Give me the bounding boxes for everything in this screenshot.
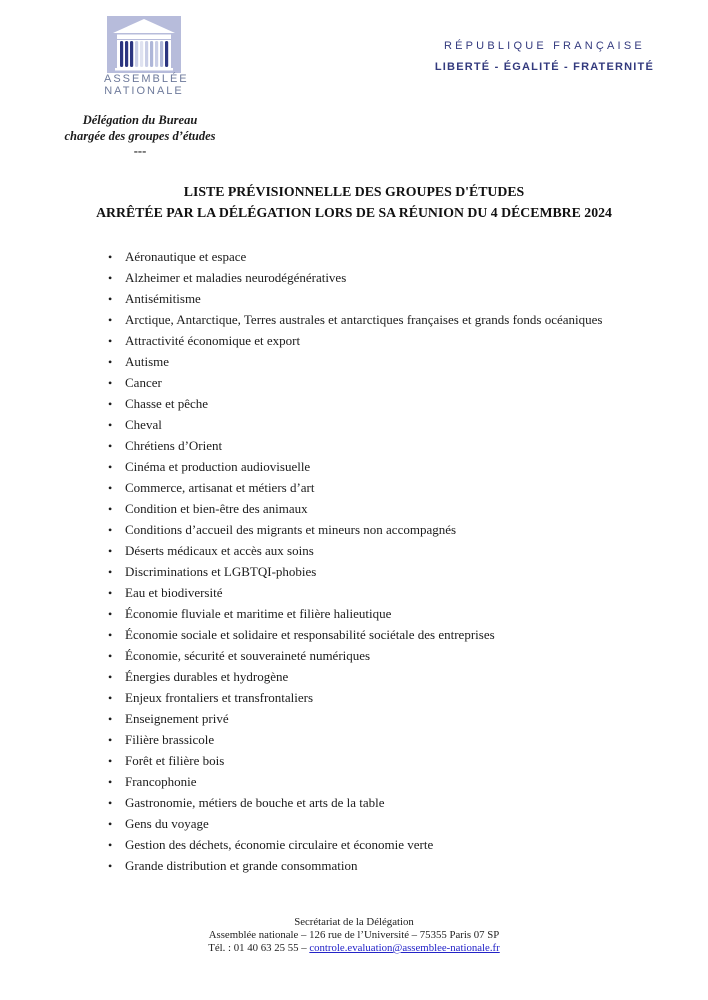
group-name: Économie fluviale et maritime et filière halieutique xyxy=(125,605,392,621)
delegation-line2: chargée des groupes d’études xyxy=(64,128,216,143)
group-name: Énergies durables et hydrogène xyxy=(125,668,289,684)
list-item xyxy=(108,585,610,602)
logo-text-nationale: NATIONALE xyxy=(104,85,184,97)
footer xyxy=(0,916,708,955)
list-item xyxy=(108,480,610,497)
document-title xyxy=(60,181,648,223)
list-item xyxy=(108,795,610,812)
bullet-icon: • xyxy=(108,501,113,516)
list-item xyxy=(108,711,610,728)
bullet-icon: • xyxy=(108,585,113,600)
list-item xyxy=(108,438,610,455)
group-name: Économie, sécurité et souveraineté numériques xyxy=(125,647,371,663)
group-name: Discriminations et LGBTQI-phobies xyxy=(125,563,317,579)
group-name: Autisme xyxy=(125,353,170,369)
email-link[interactable]: controle.evaluation@assemblee-nationale.fr xyxy=(309,942,500,954)
list-item xyxy=(108,627,610,644)
group-name: Gestion des déchets, économie circulaire et économie verte xyxy=(125,836,434,852)
bullet-icon: • xyxy=(108,375,113,390)
footer-line2: Assemblée nationale – 126 rue de l’Université – 75355 Paris 07 SP xyxy=(208,929,500,941)
list-item xyxy=(108,522,610,539)
list-item xyxy=(108,417,610,434)
list-item xyxy=(108,459,610,476)
bullet-icon: • xyxy=(108,648,113,663)
bullet-icon: • xyxy=(108,333,113,348)
group-name: Filière brassicole xyxy=(125,731,215,747)
group-name: Grande distribution et grande consommation xyxy=(125,857,358,873)
bullet-icon: • xyxy=(108,732,113,747)
list-item xyxy=(108,774,610,791)
list-item xyxy=(108,564,610,581)
logo-text-assemblee: ASSEMBLÉE xyxy=(104,73,189,85)
bullet-icon: • xyxy=(108,795,113,810)
bullet-icon: • xyxy=(108,459,113,474)
list-item xyxy=(108,648,610,665)
bullet-icon: • xyxy=(108,753,113,768)
title-line1: LISTE PRÉVISIONNELLE DES GROUPES D'ÉTUDES xyxy=(183,184,525,199)
footer-line1: Secrétariat de la Délégation xyxy=(294,916,414,928)
bullet-icon: • xyxy=(108,417,113,432)
group-name: Cancer xyxy=(125,374,162,390)
list-item xyxy=(108,291,610,308)
group-name: Commerce, artisanat et métiers d’art xyxy=(125,479,315,495)
list-item xyxy=(108,543,610,560)
group-name: Gastronomie, métiers de bouche et arts de la table xyxy=(125,794,385,810)
groups-list xyxy=(108,249,610,879)
footer-line3 xyxy=(0,942,708,955)
bullet-icon: • xyxy=(108,690,113,705)
republique-title: RÉPUBLIQUE FRANÇAISE xyxy=(443,40,645,52)
assemblee-nationale-logo xyxy=(104,16,189,97)
list-item xyxy=(108,354,610,371)
list-item xyxy=(108,858,610,875)
footer-phone: Tél. : 01 40 63 25 55 – xyxy=(208,942,310,954)
delegation-separator: --- xyxy=(133,144,147,158)
delegation-line1: Délégation du Bureau xyxy=(82,113,198,127)
list-item xyxy=(108,396,610,413)
list-item xyxy=(108,669,610,686)
list-item xyxy=(108,837,610,854)
bullet-icon: • xyxy=(108,774,113,789)
bullet-icon: • xyxy=(108,522,113,537)
list-item xyxy=(108,333,610,350)
bullet-icon: • xyxy=(108,564,113,579)
bullet-icon: • xyxy=(108,354,113,369)
group-name: Antisémitisme xyxy=(125,290,201,306)
group-name: Attractivité économique et export xyxy=(125,332,301,348)
group-name: Économie sociale et solidaire et responsabilité sociétale des entreprises xyxy=(125,626,495,642)
bullet-icon: • xyxy=(108,312,113,327)
group-name: Gens du voyage xyxy=(125,815,209,831)
group-name: Francophonie xyxy=(125,773,197,789)
group-name: Enjeux frontaliers et transfrontaliers xyxy=(125,689,314,705)
delegation-block xyxy=(30,113,250,160)
list-item xyxy=(108,249,610,266)
list-item xyxy=(108,606,610,623)
bullet-icon: • xyxy=(108,270,113,285)
group-name: Arctique, Antarctique, Terres australes et antarctiques françaises et grands fonds océaniques xyxy=(125,311,603,327)
bullet-icon: • xyxy=(108,627,113,642)
group-name: Cinéma et production audiovisuelle xyxy=(125,458,311,474)
temple-icon xyxy=(107,16,181,73)
group-name: Forêt et filière bois xyxy=(125,752,225,768)
group-name: Eau et biodiversité xyxy=(125,584,223,600)
devise: LIBERTÉ - ÉGALITÉ - FRATERNITÉ xyxy=(434,61,654,73)
bullet-icon: • xyxy=(108,543,113,558)
list-item xyxy=(108,732,610,749)
group-name: Enseignement privé xyxy=(125,710,229,726)
bullet-icon: • xyxy=(108,396,113,411)
bullet-icon: • xyxy=(108,816,113,831)
group-name: Cheval xyxy=(125,416,162,432)
list-item xyxy=(108,753,610,770)
group-name: Conditions d’accueil des migrants et mineurs non accompagnés xyxy=(125,521,457,537)
group-name: Alzheimer et maladies neurodégénératives xyxy=(125,269,347,285)
list-item xyxy=(108,270,610,287)
list-item xyxy=(108,690,610,707)
group-name: Condition et bien-être des animaux xyxy=(125,500,308,516)
bullet-icon: • xyxy=(108,669,113,684)
bullet-icon: • xyxy=(108,606,113,621)
bullet-icon: • xyxy=(108,250,113,264)
list-item xyxy=(108,375,610,392)
group-name: Aéronautique et espace xyxy=(125,249,247,264)
bullet-icon: • xyxy=(108,291,113,306)
bullet-icon: • xyxy=(108,858,113,873)
bullet-icon: • xyxy=(108,438,113,453)
republique-francaise-block xyxy=(435,40,654,73)
group-name: Chrétiens d’Orient xyxy=(125,437,223,453)
group-name: Chasse et pêche xyxy=(125,395,209,411)
bullet-icon: • xyxy=(108,480,113,495)
group-name: Déserts médicaux et accès aux soins xyxy=(125,542,314,558)
bullet-icon: • xyxy=(108,837,113,852)
list-item xyxy=(108,312,610,329)
list-item xyxy=(108,816,610,833)
bullet-icon: • xyxy=(108,711,113,726)
title-line2: ARRÊTÉE PAR LA DÉLÉGATION LORS DE SA RÉUNION DU 4 DÉCEMBRE 2024 xyxy=(96,205,612,220)
list-item xyxy=(108,501,610,518)
